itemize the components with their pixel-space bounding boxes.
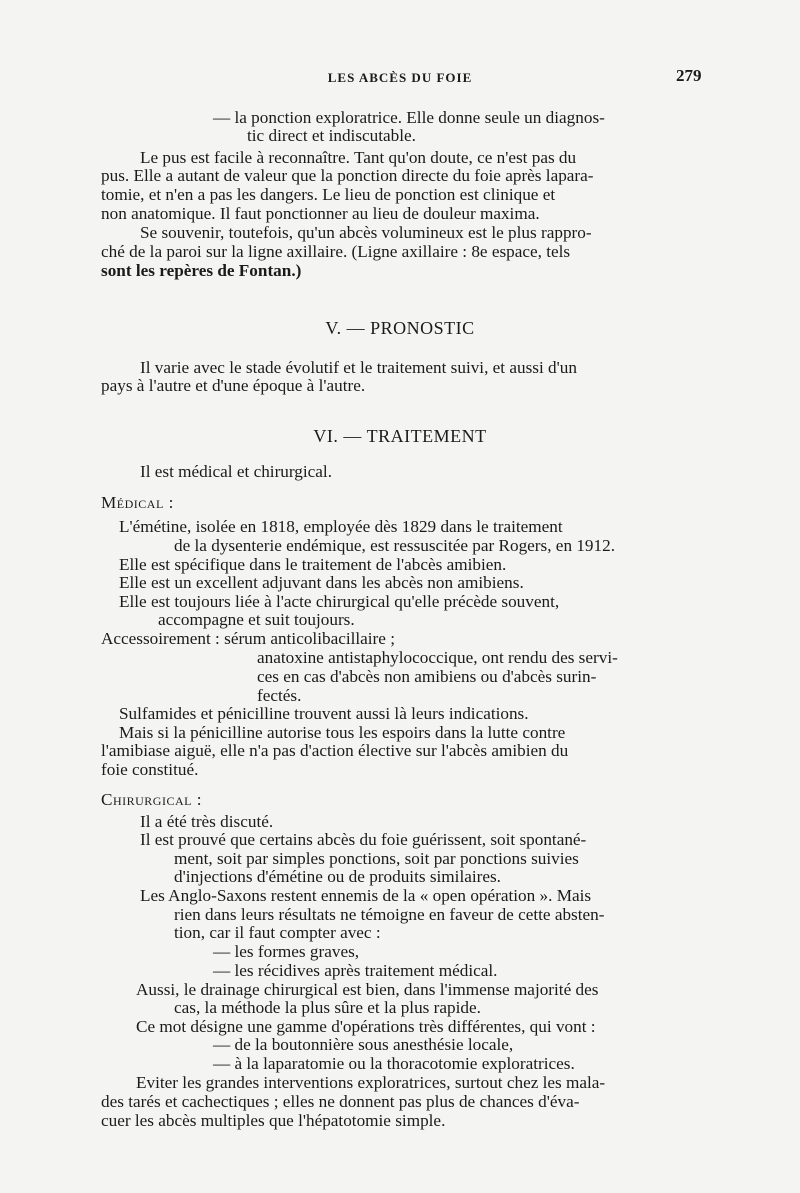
text-line: cas, la méthode la plus sûre et la plus rapide. xyxy=(174,998,481,1017)
text-line: tion, car il faut compter avec : xyxy=(174,923,381,942)
text-line: Mais si la pénicilline autorise tous les espoirs dans la lutte contre xyxy=(119,723,566,742)
text-line: — de la boutonnière sous anesthésie locale, xyxy=(213,1035,514,1054)
running-title: LES ABCÈS DU FOIE xyxy=(327,70,473,85)
text-line: Les Anglo-Saxons restent ennemis de la « open opération ». Mais xyxy=(140,886,592,905)
text-line: anatoxine antistaphylococcique, ont rendu des servi- xyxy=(257,648,618,667)
text-line: Il est prouvé que certains abcès du foie guérissent, soit spontané- xyxy=(140,830,587,849)
text-line: Sulfamides et pénicilline trouvent aussi là leurs indications. xyxy=(119,704,529,723)
text-line: des tarés et cachectiques ; elles ne donnent pas plus de chances d'éva- xyxy=(101,1092,580,1111)
text-line: Le pus est facile à reconnaître. Tant qu'on doute, ce n'est pas du xyxy=(140,148,577,167)
text-line: non anatomique. Il faut ponctionner au lieu de douleur maxima. xyxy=(101,204,540,223)
text-line: pus. Elle a autant de valeur que la ponction directe du foie après lapara- xyxy=(101,166,594,185)
subheading-medical: Médical : xyxy=(101,493,174,512)
text-line: Se souvenir, toutefois, qu'un abcès volumineux est le plus rappro- xyxy=(140,223,592,242)
subheading-chirurgical: Chirurgical : xyxy=(101,790,203,809)
text-line: Elle est spécifique dans le traitement de l'abcès amibien. xyxy=(119,555,507,574)
section-title-traitement: VI. — TRAITEMENT xyxy=(313,426,487,446)
text-line: accompagne et suit toujours. xyxy=(158,610,355,629)
text-line: fectés. xyxy=(257,686,302,705)
text-line: sont les repères de Fontan.) xyxy=(101,261,302,280)
text-line: Eviter les grandes interventions exploratrices, surtout chez les mala- xyxy=(136,1073,606,1092)
text-line: Accessoirement : sérum anticolibacillaire ; xyxy=(101,629,395,648)
text-line: — la ponction exploratrice. Elle donne seule un diagnos- xyxy=(213,108,605,127)
page-number: 279 xyxy=(676,66,702,85)
text-line: de la dysenterie endémique, est ressuscitée par Rogers, en 1912. xyxy=(174,536,616,555)
text-line: l'amibiase aiguë, elle n'a pas d'action élective sur l'abcès amibien du xyxy=(101,741,569,760)
text-line: pays à l'autre et d'une époque à l'autre. xyxy=(101,376,366,395)
text-line: Il varie avec le stade évolutif et le traitement suivi, et aussi d'un xyxy=(140,358,577,377)
text-line: tomie, et n'en a pas les dangers. Le lieu de ponction est clinique et xyxy=(101,185,556,204)
text-line: Il a été très discuté. xyxy=(140,812,274,831)
text-line: Aussi, le drainage chirurgical est bien, dans l'immense majorité des xyxy=(136,980,599,999)
text-line: tic direct et indiscutable. xyxy=(247,126,416,145)
text-line: cuer les abcès multiples que l'hépatotomie simple. xyxy=(101,1111,446,1130)
text-line: ces en cas d'abcès non amibiens ou d'abcès surin- xyxy=(257,667,597,686)
text-line: foie constitué. xyxy=(101,760,199,779)
text-line: — à la laparatomie ou la thoracotomie exploratrices. xyxy=(213,1054,575,1073)
text-line: ché de la paroi sur la ligne axillaire. (Ligne axillaire : 8e espace, tels xyxy=(101,242,571,261)
text-line: Elle est toujours liée à l'acte chirurgical qu'elle précède souvent, xyxy=(119,592,560,611)
text-line: — les formes graves, xyxy=(213,942,360,961)
text-line: Il est médical et chirurgical. xyxy=(140,462,333,481)
text-line: Elle est un excellent adjuvant dans les abcès non amibiens. xyxy=(119,573,524,592)
text-line: — les récidives après traitement médical. xyxy=(213,961,498,980)
text-line: Ce mot désigne une gamme d'opérations très différentes, qui vont : xyxy=(136,1017,596,1036)
text-line: ment, soit par simples ponctions, soit par ponctions suivies xyxy=(174,849,579,868)
text-line: rien dans leurs résultats ne témoigne en faveur de cette absten- xyxy=(174,905,605,924)
section-title-pronostic: V. — PRONOSTIC xyxy=(325,318,475,338)
text-line: L'émétine, isolée en 1818, employée dès 1829 dans le traitement xyxy=(119,517,563,536)
text-line: d'injections d'émétine ou de produits similaires. xyxy=(174,867,501,886)
